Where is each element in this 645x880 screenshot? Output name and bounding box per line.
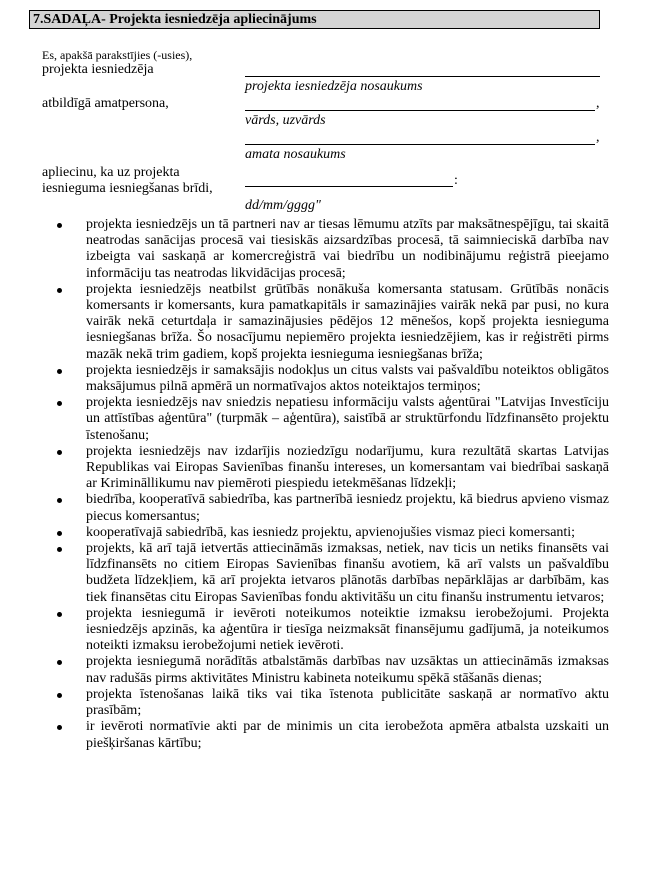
name-caption: vārds, uzvārds — [245, 113, 326, 128]
bullet-icon — [57, 531, 62, 536]
list-item-text: projekta īstenošanas laikā tiks vai tika īstenota publicitāte saskaņā ar normatīvo aktu prasībām; — [86, 686, 609, 719]
list-item — [0, 363, 645, 395]
bullet-icon — [57, 725, 62, 730]
list-item — [0, 492, 645, 524]
list-item — [0, 525, 645, 541]
list-item-text: projekta iesniedzējs neatbilst grūtībās nonākuša komersanta statusam. Grūtībās nonācis komersants ir komersants, kura pamatkapitāls ir samazinājies vairāk nekā par pusi, no kura vairāk nekā ceturtdaļa ir samazinājusies pēdējos 12 mēnešos, kopš projekta iesnieguma iesniegšanas brīža. Šo nosacījumu nepiemēro projekta iesniedzējiem, kas ir reģistrēti pirms mazāk nekā trim gadiem, kopš projekta iesnieguma iesniegšanas brīža; — [86, 281, 609, 362]
comma-2: , — [596, 130, 600, 145]
list-item-text: kooperatīvajā sabiedrībā, kas iesniedz projektu, apvienojušies vismaz pieci komersanti; — [86, 524, 576, 540]
list-item-text: biedrība, kooperatīvā sabiedrība, kas partnerībā iesniedz projektu, kā biedrus apvieno vismaz piecus komersantus; — [86, 492, 609, 524]
applicant-caption: projekta iesniedzēja nosaukums — [245, 79, 423, 94]
confirm-text-2: iesnieguma iesniegšanas brīdi, — [42, 181, 213, 196]
position-line[interactable] — [245, 144, 595, 145]
applicant-label: projekta iesniedzēja — [42, 62, 154, 77]
bullet-icon — [57, 693, 62, 698]
list-item-text: projekta iesniedzējs ir samaksājis nodokļus un citus valsts vai pašvaldību noteiktos obligātos maksājumus pilnā apmērā un normatīvajos aktos noteiktajos termiņos; — [86, 362, 609, 395]
section-title: 7.SADAĻA- Projekta iesniedzēja apliecinājums — [29, 10, 600, 29]
bullet-icon — [57, 401, 62, 406]
date-caption: dd/mm/gggg" — [245, 198, 321, 213]
list-item-text: projekts, kā arī tajā ietvertās attiecināmās izmaksas, netiek, nav ticis un netiks finansēts vai līdzfinansēts no citiem Eiropas Savienības finanšu avotiem, kā arī valsts un pašvaldību budžeta līdzekļiem, kā arī projekta ietvaros plānotās darbības nepārklājas ar darbībām, kas tiek finansētas citu Eiropas Savienības fondu aktivitāšu un citu finanšu instrumentu ietvaros; — [86, 541, 609, 605]
list-item — [0, 444, 645, 493]
list-item-text: projekta iesniedzējs nav sniedzis nepatiesu informāciju valsts aģentūrai "Latvijas Investīciju un attīstības aģentūra" (turpmāk – aģentūra), saistībā ar struktūrfondu līdzfinansēto projektu īstenošanu; — [86, 395, 609, 443]
list-item — [0, 282, 645, 363]
list-item — [0, 541, 645, 606]
applicant-name-line[interactable] — [245, 76, 600, 77]
bullet-icon — [57, 223, 62, 228]
list-item — [0, 719, 645, 751]
bullet-icon — [57, 498, 62, 503]
colon: : — [454, 173, 458, 188]
intro-text: Es, apakšā parakstījies (-usies), — [42, 48, 193, 62]
bullet-icon — [57, 547, 62, 552]
list-item — [0, 217, 645, 282]
list-item — [0, 654, 645, 686]
bullet-icon — [57, 612, 62, 617]
list-item-text: projekta iesniedzējs un tā partneri nav ar tiesas lēmumu atzīts par maksātnespējīgu, tai skaitā neatrodas sanācijas procesā vai tiesiskās aizsardzības procesā, tā saimnieciskā darbība nav izbeigta vai saskaņā ar komercreģistrā vai biedrību un nodibinājumu reģistrā pieejamo informāciju tas neatrodas likvidācijas procesā; — [86, 217, 609, 281]
list-item — [0, 395, 645, 444]
bullet-icon — [57, 660, 62, 665]
declaration-list — [0, 217, 645, 752]
list-item-text: projekta iesniegumā ir ievēroti noteikumos noteiktie izmaksu ierobežojumi. Projekta iesniedzējs apzinās, ka aģentūra ir tiesīga neizmaksāt finansējumu gadījumā, ja noteikumos noteikti izmaksu ierobežojumi netiek ievēroti. — [86, 605, 609, 654]
comma-1: , — [596, 96, 600, 111]
bullet-icon — [57, 450, 62, 455]
bullet-icon — [57, 288, 62, 293]
person-name-line[interactable] — [245, 110, 595, 111]
responsible-label: atbildīgā amatpersona, — [42, 96, 169, 111]
list-item-text: projekta iesniegumā norādītās atbalstāmās darbības nav uzsāktas un attiecināmās izmaksas nav radušās pirms aktivitātes Ministru kabineta noteikumu spēkā stāšanās dienas; — [86, 654, 609, 686]
list-item — [0, 687, 645, 719]
confirm-text-1: apliecinu, ka uz projekta — [42, 165, 180, 180]
list-item — [0, 606, 645, 655]
list-item-text: projekta iesniedzējs nav izdarījis noziedzīgu nodarījumu, kura rezultātā skartas Latvijas Republikas vai Eiropas Savienības finanšu intereses, un komersantam vai biedrībai saskaņā ar Krimināllikumu nav piemēroti piespiedu ietekmēšanas līdzekļi; — [86, 443, 609, 492]
position-caption: amata nosaukums — [245, 147, 346, 162]
bullet-icon — [57, 369, 62, 374]
list-item-text: ir ievēroti normatīvie akti par de minimis un cita ierobežota apmēra atbalsta uzskaiti un piešķiršanas kārtību; — [86, 719, 609, 751]
date-line[interactable] — [245, 186, 453, 187]
